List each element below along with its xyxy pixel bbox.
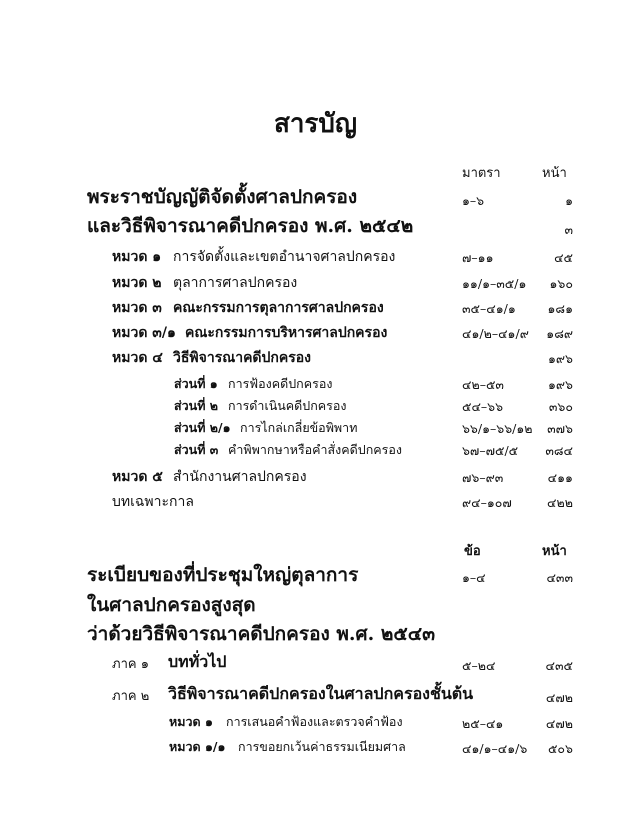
- part-articles: ๕–๒๔: [462, 658, 496, 673]
- part-label: ภาค ๑: [112, 657, 149, 672]
- subchapter-label: หมวด ๑: [169, 714, 213, 729]
- law-page1: ๑: [565, 193, 573, 208]
- chapter-label: หมวด ๔: [112, 350, 163, 366]
- regulation-title-line3: ว่าด้วยวิธีพิจารณาคดีปกครอง พ.ศ. ๒๕๔๓: [87, 623, 436, 645]
- section-articles: ๖๖/๑–๖๖/๑๒: [462, 421, 533, 436]
- chapter-title: คณะกรรมการบริหารศาลปกครอง: [185, 325, 388, 341]
- section-label: ส่วนที่ ๒/๑: [174, 420, 231, 435]
- subchapter-title: การขอยกเว้นค่าธรรมเนียมศาล: [238, 739, 406, 754]
- column-header-article: มาตรา: [462, 166, 501, 181]
- chapter-articles: ๗–๑๑: [462, 250, 494, 265]
- subchapter-label: หมวด ๑/๑: [169, 739, 226, 754]
- section-page: ๓๖๐: [548, 399, 573, 414]
- chapter-page: ๑๙๖: [547, 351, 573, 366]
- law-title-line2: และวิธีพิจารณาคดีปกครอง พ.ศ. ๒๕๔๒: [87, 215, 414, 237]
- section-articles: ๔๒–๕๓: [462, 377, 504, 392]
- law-title-line1: พระราชบัญญัติจัดตั้งศาลปกครอง: [87, 186, 358, 208]
- chapter-label: หมวด ๕: [112, 469, 163, 485]
- chapter-title: วิธีพิจารณาคดีปกครอง: [173, 350, 312, 366]
- chapter-page: ๑๖๐: [549, 276, 573, 291]
- part-title: บททั่วไป: [168, 652, 227, 671]
- subchapter-page: ๔๗๒: [545, 716, 573, 731]
- section-title: การดำเนินคดีปกครอง: [228, 398, 347, 413]
- section-label: ส่วนที่ ๒: [174, 398, 219, 413]
- chapter-title: สำนักงานศาลปกครอง: [173, 469, 307, 485]
- regulation-articles: ๑–๔: [462, 570, 486, 585]
- chapter-label: หมวด ๒: [112, 275, 162, 291]
- chapter-page: ๑๘๑: [547, 301, 573, 316]
- chapter-label: หมวด ๑: [112, 249, 162, 265]
- transitory-articles: ๙๔–๑๐๗: [462, 495, 512, 510]
- subchapter-title: การเสนอคำฟ้องและตรวจคำฟ้อง: [226, 714, 403, 729]
- part-label: ภาค ๒: [112, 689, 150, 704]
- chapter-title: คณะกรรมการตุลาการศาลปกครอง: [173, 300, 384, 316]
- section-label: ส่วนที่ ๓: [174, 442, 219, 457]
- section-page: ๓๘๔: [545, 443, 573, 458]
- transitory-page: ๔๒๒: [547, 495, 573, 510]
- chapter-articles: ๔๑/๒–๔๑/๙: [462, 326, 529, 341]
- transitory-title: บทเฉพาะกาล: [112, 494, 194, 510]
- part-page: ๔๓๕: [545, 658, 573, 673]
- column-header-clause: ข้อ: [464, 544, 481, 559]
- section-page: ๓๗๖: [547, 421, 573, 436]
- law-articles: ๑–๖: [462, 193, 485, 208]
- part-page: ๔๗๒: [545, 690, 573, 705]
- section-label: ส่วนที่ ๑: [174, 376, 218, 391]
- chapter-page: ๔๑๑: [547, 470, 573, 485]
- column-header-page: หน้า: [542, 544, 567, 559]
- section-articles: ๖๗–๗๕/๕: [462, 443, 519, 458]
- regulation-title-line1: ระเบียบของที่ประชุมใหญ่ตุลาการ: [87, 564, 359, 586]
- chapter-label: หมวด ๓: [112, 300, 162, 316]
- chapter-articles: ๑๑/๑–๓๕/๑: [462, 276, 527, 291]
- section-articles: ๕๔–๖๖: [462, 399, 504, 414]
- page-title: สารบัญ: [273, 109, 358, 139]
- chapter-label: หมวด ๓/๑: [112, 325, 176, 341]
- section-title: การฟ้องคดีปกครอง: [228, 376, 333, 391]
- subchapter-articles: ๒๕–๔๑: [462, 716, 504, 731]
- section-page: ๑๙๖: [547, 377, 573, 392]
- chapter-page: ๔๕: [554, 250, 573, 265]
- subchapter-articles: ๔๑/๑–๔๑/๖: [462, 741, 528, 756]
- regulation-title-line2: ในศาลปกครองสูงสุด: [87, 594, 256, 616]
- chapter-articles: ๓๕–๔๑/๑: [462, 301, 516, 316]
- regulation-page: ๔๓๓: [546, 570, 573, 585]
- part-title: วิธีพิจารณาคดีปกครองในศาลปกครองชั้นต้น: [168, 684, 474, 703]
- chapter-title: ตุลาการศาลปกครอง: [173, 275, 298, 291]
- chapter-articles: ๗๖–๙๓: [462, 470, 504, 485]
- section-title: คำพิพากษาหรือคำสั่งคดีปกครอง: [228, 442, 402, 457]
- section-title: การไกล่เกลี่ยข้อพิพาท: [240, 420, 358, 435]
- law-page2: ๓: [564, 222, 573, 237]
- column-header-page: หน้า: [542, 166, 567, 181]
- subchapter-page: ๕๐๖: [547, 741, 573, 756]
- chapter-title: การจัดตั้งและเขตอำนาจศาลปกครอง: [173, 249, 396, 265]
- chapter-page: ๑๘๙: [546, 326, 573, 341]
